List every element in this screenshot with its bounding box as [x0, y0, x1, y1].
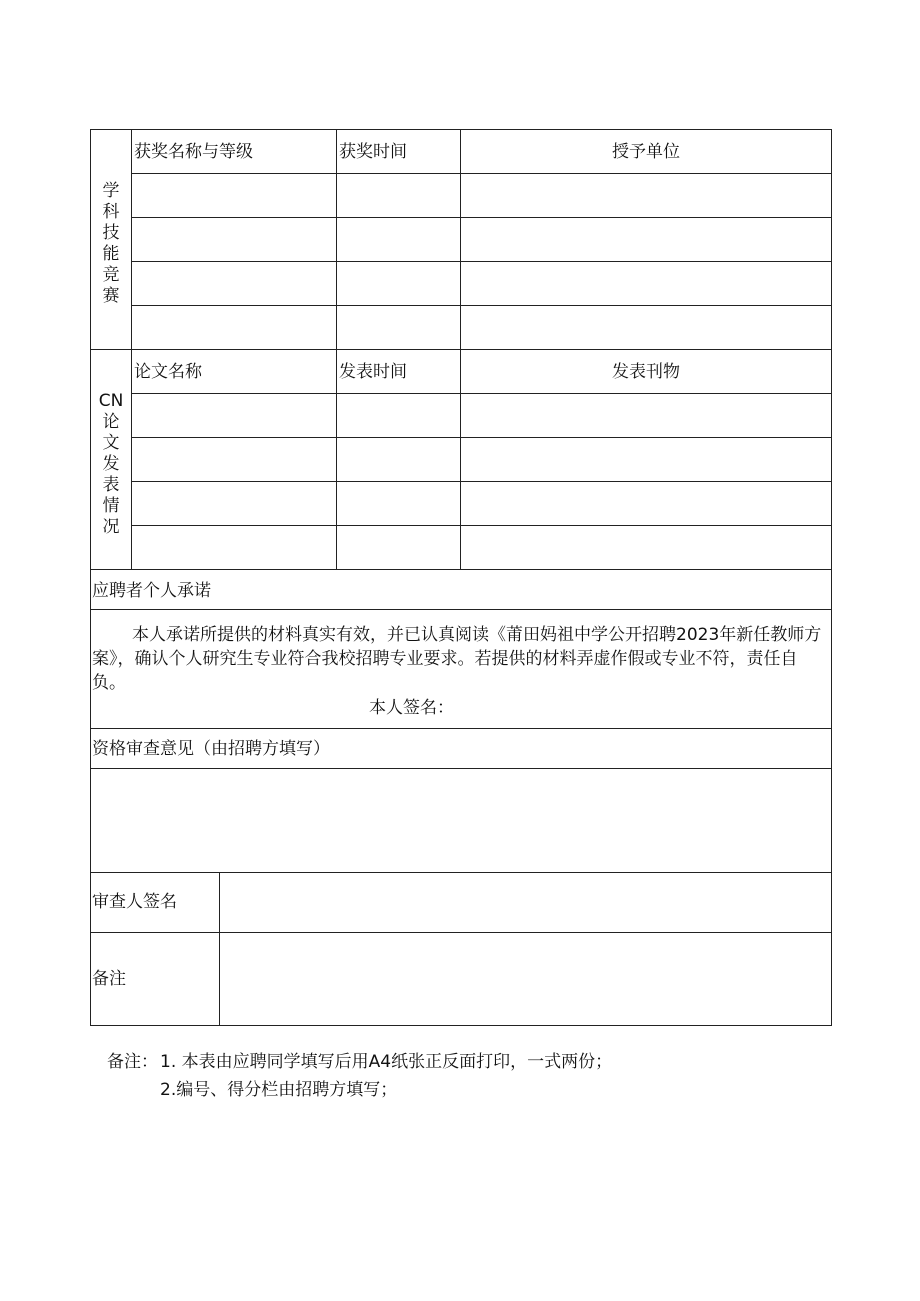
papers-row-4-title[interactable] — [132, 526, 336, 569]
awards-row-2-time[interactable] — [337, 218, 460, 261]
papers-row-4-date[interactable] — [337, 526, 460, 569]
row-line — [90, 728, 832, 729]
awards-row-3-name[interactable] — [132, 262, 336, 305]
awards-row-4-name[interactable] — [132, 306, 336, 349]
awards-header-issuer: 授予单位 — [612, 142, 680, 162]
reviewer-label: 审查人签名 — [92, 892, 177, 912]
table-left-border — [90, 129, 91, 1026]
awards-row-3-issuer[interactable] — [461, 262, 831, 305]
footnote-line-1: 1. 本表由应聘同学填写后用A4纸张正反面打印，一式两份； — [160, 1052, 613, 1072]
review-title: 资格审查意见（由招聘方填写） — [92, 739, 330, 759]
awards-row-1-issuer[interactable] — [461, 174, 831, 217]
table-right-border — [831, 129, 832, 1026]
reviewer-signature-field[interactable] — [220, 873, 831, 932]
awards-row-4-time[interactable] — [337, 306, 460, 349]
papers-row-2-title[interactable] — [132, 438, 336, 481]
section-divider — [90, 349, 832, 350]
awards-side-label: 学科技能竞赛 — [102, 181, 120, 306]
remarks-label: 备注 — [92, 969, 126, 989]
papers-header-date: 发表时间 — [339, 362, 407, 382]
papers-row-4-journal[interactable] — [461, 526, 831, 569]
awards-header-name: 获奖名称与等级 — [134, 142, 253, 162]
papers-row-1-date[interactable] — [337, 394, 460, 437]
papers-side-label: CN论文发表情况 — [98, 391, 124, 537]
papers-row-3-journal[interactable] — [461, 482, 831, 525]
papers-row-3-title[interactable] — [132, 482, 336, 525]
awards-row-1-name[interactable] — [132, 174, 336, 217]
commitment-title: 应聘者个人承诺 — [92, 581, 211, 601]
papers-header-journal: 发表刊物 — [612, 362, 680, 382]
papers-row-1-journal[interactable] — [461, 394, 831, 437]
footnote-prefix: 备注： — [107, 1052, 158, 1072]
awards-row-3-time[interactable] — [337, 262, 460, 305]
papers-row-1-title[interactable] — [132, 394, 336, 437]
awards-row-2-issuer[interactable] — [461, 218, 831, 261]
papers-header-title: 论文名称 — [134, 362, 202, 382]
section-divider — [90, 569, 832, 570]
awards-row-2-name[interactable] — [132, 218, 336, 261]
papers-row-2-date[interactable] — [337, 438, 460, 481]
row-line — [90, 609, 832, 610]
table-top-border — [90, 129, 832, 130]
remarks-field[interactable] — [220, 933, 831, 1025]
commitment-text: 本人承诺所提供的材料真实有效，并已认真阅读《莆田妈祖中学公开招聘2023年新任教师方案》，确认个人研究生专业符合我校招聘专业要求。若提供的材料弄虚作假或专业不符，责任自负。 — [92, 625, 822, 693]
table-bottom-border — [90, 1025, 832, 1026]
papers-row-2-journal[interactable] — [461, 438, 831, 481]
review-opinion-field[interactable] — [91, 769, 831, 872]
papers-row-3-date[interactable] — [337, 482, 460, 525]
signature-label: 本人签名： — [369, 698, 454, 718]
awards-row-4-issuer[interactable] — [461, 306, 831, 349]
awards-row-1-time[interactable] — [337, 174, 460, 217]
footnote-line-2: 2.编号、得分栏由招聘方填写； — [160, 1080, 398, 1100]
awards-header-time: 获奖时间 — [339, 142, 407, 162]
